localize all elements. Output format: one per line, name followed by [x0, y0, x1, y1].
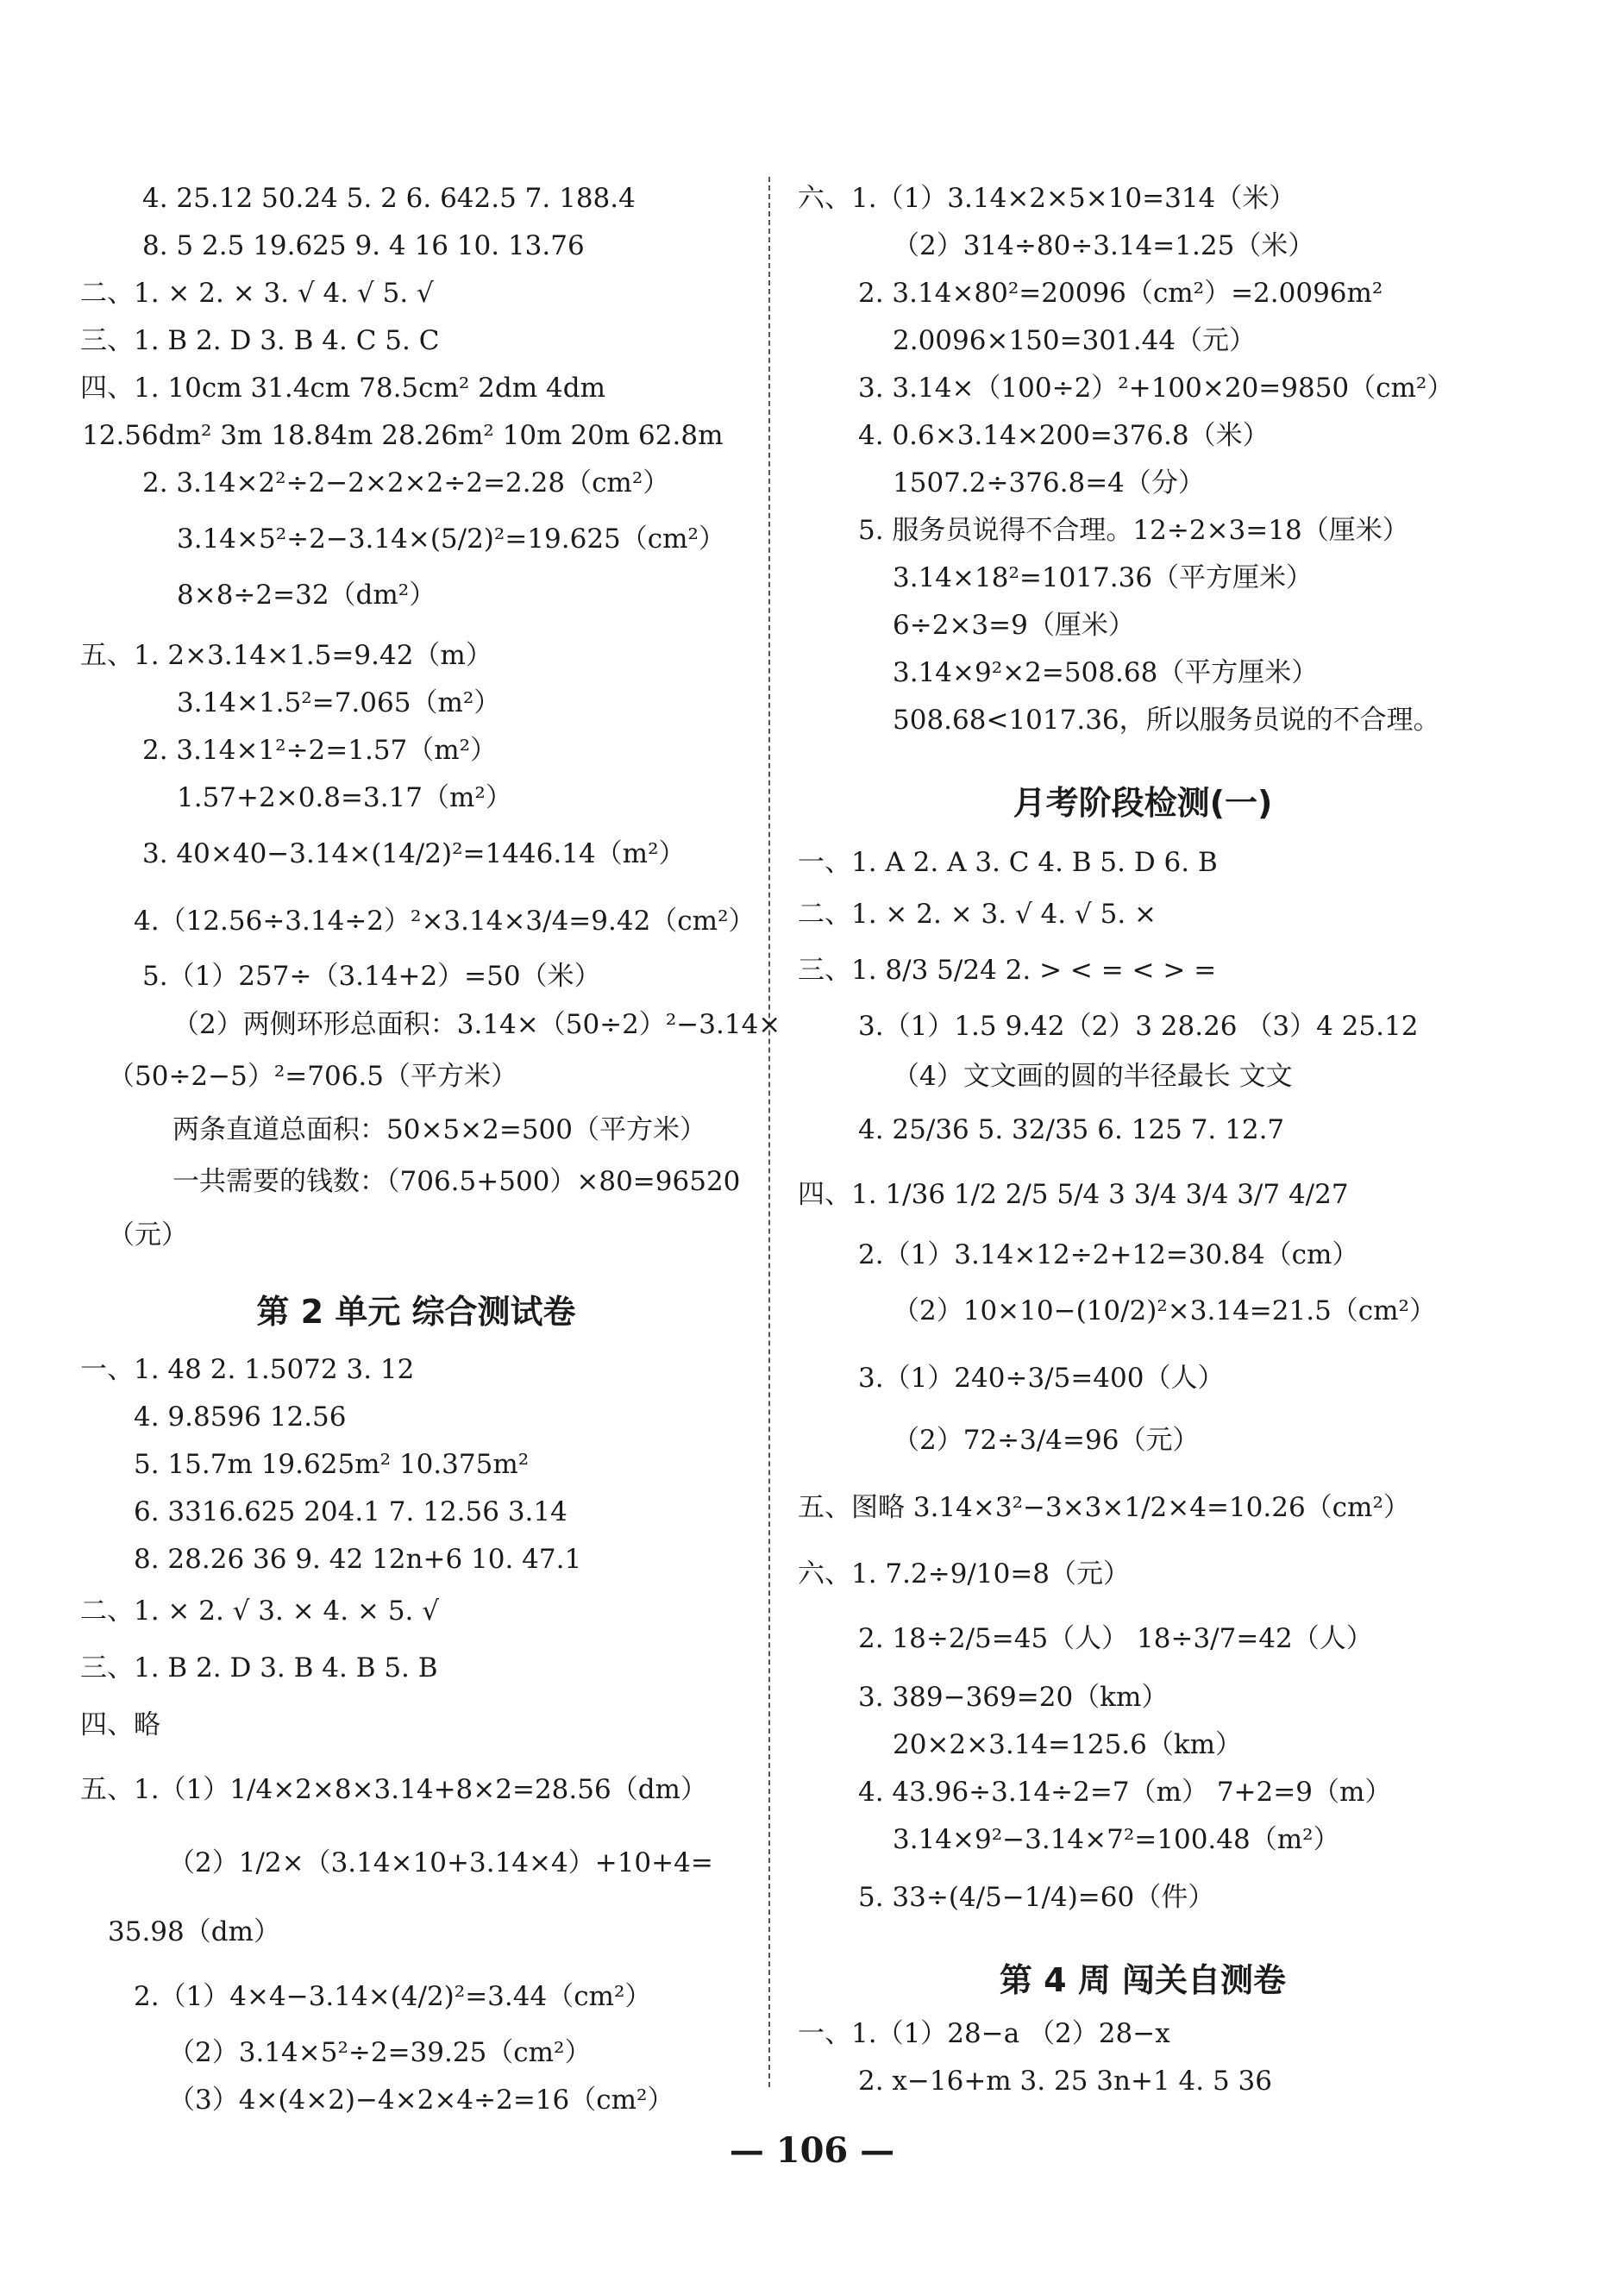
answer-line: 1.57+2×0.8=3.17（m²）	[177, 782, 512, 813]
answer-line: 12.56dm² 3m 18.84m 28.26m² 10m 20m 62.8m	[82, 420, 724, 451]
answer-line: 3. 389−369=20（km）	[858, 1682, 1169, 1713]
answer-line: 二、1. × 2. √ 3. × 4. × 5. √	[80, 1596, 440, 1627]
answer-line: 三、1. 8/3 5/24 2. > < = < > =	[798, 955, 1217, 986]
answer-line: （3）4×(4×2)−4×2×4÷2=16（cm²）	[168, 2085, 674, 2116]
answer-line: 3.14×18²=1017.36（平方厘米）	[893, 562, 1314, 593]
answer-line: 2. x−16+m 3. 25 3n+1 4. 5 36	[858, 2066, 1272, 2097]
answer-line: 一共需要的钱数：（706.5+500）×80=96520	[172, 1166, 741, 1197]
answer-line: 2. 18÷2/5=45（人） 18÷3/7=42（人）	[858, 1623, 1373, 1654]
answer-line: 5. 服务员说得不合理。12÷2×3=18（厘米）	[858, 515, 1409, 546]
answer-line: 6. 3316.625 204.1 7. 12.56 3.14	[134, 1496, 567, 1527]
answer-line: 四、1. 1/36 1/2 2/5 5/4 3 3/4 3/4 3/7 4/27	[798, 1179, 1349, 1210]
answer-line: 3. 40×40−3.14×(14/2)²=1446.14（m²）	[142, 838, 686, 869]
answer-line: 3.（1）240÷3/5=400（人）	[858, 1363, 1225, 1394]
answer-line: 一、1. A 2. A 3. C 4. B 5. D 6. B	[798, 847, 1218, 878]
answer-line: 四、略	[80, 1709, 160, 1740]
answer-line: （元）	[108, 1220, 188, 1251]
answer-line: 35.98（dm）	[108, 1916, 280, 1947]
answer-line: 8. 28.26 36 9. 42 12n+6 10. 47.1	[134, 1544, 582, 1575]
answer-line: 一、1.（1）28−a （2）28−x	[798, 2018, 1170, 2049]
answer-line: 五、图略 3.14×3²−3×3×1/2×4=10.26（cm²）	[798, 1492, 1410, 1523]
answer-line: （50÷2−5）²=706.5（平方米）	[108, 1061, 517, 1092]
answer-line: （2）314÷80÷3.14=1.25（米）	[893, 230, 1315, 261]
answer-line: （2）3.14×5²÷2=39.25（cm²）	[168, 2037, 592, 2068]
page-number: — 106 —	[729, 2130, 895, 2171]
answer-line: 六、1.（1）3.14×2×5×10=314（米）	[798, 183, 1296, 214]
answer-line: 三、1. B 2. D 3. B 4. B 5. B	[80, 1652, 438, 1683]
answer-line: 4.（12.56÷3.14÷2）²×3.14×3/4=9.42（cm²）	[134, 906, 756, 937]
answer-line: 五、1.（1）1/4×2×8×3.14+8×2=28.56（dm）	[80, 1774, 707, 1805]
section-heading-monthly: 月考阶段检测(一)	[1013, 784, 1273, 822]
answer-line: 4. 25/36 5. 32/35 6. 125 7. 12.7	[858, 1114, 1285, 1145]
answer-line: 4. 43.96÷3.14÷2=7（m） 7+2=9（m）	[858, 1777, 1392, 1808]
answer-line: 3. 3.14×（100÷2）²+100×20=9850（cm²）	[858, 373, 1454, 404]
answer-line: 六、1. 7.2÷9/10=8（元）	[798, 1558, 1131, 1589]
answer-line: 1507.2÷376.8=4（分）	[893, 467, 1205, 498]
answer-line: 5. 33÷(4/5−1/4)=60（件）	[858, 1882, 1215, 1913]
answer-line: 2. 3.14×80²=20096（cm²）=2.0096m²	[858, 278, 1383, 309]
answer-line: 2.（1）4×4−3.14×(4/2)²=3.44（cm²）	[134, 1981, 652, 2012]
answer-line: 二、1. × 2. × 3. √ 4. √ 5. ×	[798, 899, 1157, 930]
section-heading-unit2: 第 2 单元 综合测试卷	[256, 1293, 576, 1331]
answer-line: 2.0096×150=301.44（元）	[893, 325, 1257, 356]
answer-line: 4. 25.12 50.24 5. 2 6. 642.5 7. 188.4	[142, 183, 636, 214]
answer-line: 20×2×3.14=125.6（km）	[893, 1729, 1243, 1760]
answer-line: 三、1. B 2. D 3. B 4. C 5. C	[80, 325, 440, 356]
answer-line: （2）72÷3/4=96（元）	[893, 1425, 1200, 1456]
answer-line: 8. 5 2.5 19.625 9. 4 16 10. 13.76	[142, 230, 585, 261]
answer-line: 一、1. 48 2. 1.5072 3. 12	[80, 1354, 415, 1385]
answer-line: 508.68<1017.36，所以服务员说的不合理。	[893, 705, 1440, 736]
answer-line: 四、1. 10cm 31.4cm 78.5cm² 2dm 4dm	[80, 373, 605, 404]
answer-line: 6÷2×3=9（厘米）	[893, 610, 1135, 641]
answer-line: 3.14×9²−3.14×7²=100.48（m²）	[893, 1824, 1340, 1855]
answer-line: 8×8÷2=32（dm²）	[177, 580, 436, 611]
answer-line: 2. 3.14×1²÷2=1.57（m²）	[142, 735, 498, 766]
answer-line: （2）10×10−(10/2)²×3.14=21.5（cm²）	[893, 1295, 1436, 1326]
answer-line: （2）1/2×（3.14×10+3.14×4）+10+4=	[168, 1847, 713, 1878]
answer-line: （2）两侧环形总面积：3.14×（50÷2）²−3.14×	[172, 1009, 781, 1040]
column-divider	[768, 177, 770, 2087]
answer-line: 3.14×9²×2=508.68（平方厘米）	[893, 657, 1319, 688]
section-heading-week4: 第 4 周 闯关自测卷	[999, 1961, 1287, 1999]
answer-line: （4）文文画的圆的半径最长 文文	[893, 1061, 1293, 1092]
answer-line: 5. 15.7m 19.625m² 10.375m²	[134, 1449, 530, 1480]
answer-line: 3.（1）1.5 9.42（2）3 28.26 （3）4 25.12	[858, 1011, 1419, 1042]
answer-line: 4. 0.6×3.14×200=376.8（米）	[858, 420, 1270, 451]
answer-line: 3.14×1.5²=7.065（m²）	[177, 687, 501, 718]
answer-line: 5.（1）257÷（3.14+2）=50（米）	[142, 961, 601, 992]
answer-line: 4. 9.8596 12.56	[134, 1401, 347, 1433]
answer-line: 2. 3.14×2²÷2−2×2×2÷2=2.28（cm²）	[142, 467, 670, 498]
answer-line: 二、1. × 2. × 3. √ 4. √ 5. √	[80, 278, 434, 309]
answer-line: 3.14×5²÷2−3.14×(5/2)²=19.625（cm²）	[177, 524, 725, 555]
answer-line: 五、1. 2×3.14×1.5=9.42（m）	[80, 640, 492, 671]
answer-line: 2.（1）3.14×12÷2+12=30.84（cm）	[858, 1239, 1359, 1270]
answer-line: 两条直道总面积：50×5×2=500（平方米）	[172, 1114, 706, 1145]
